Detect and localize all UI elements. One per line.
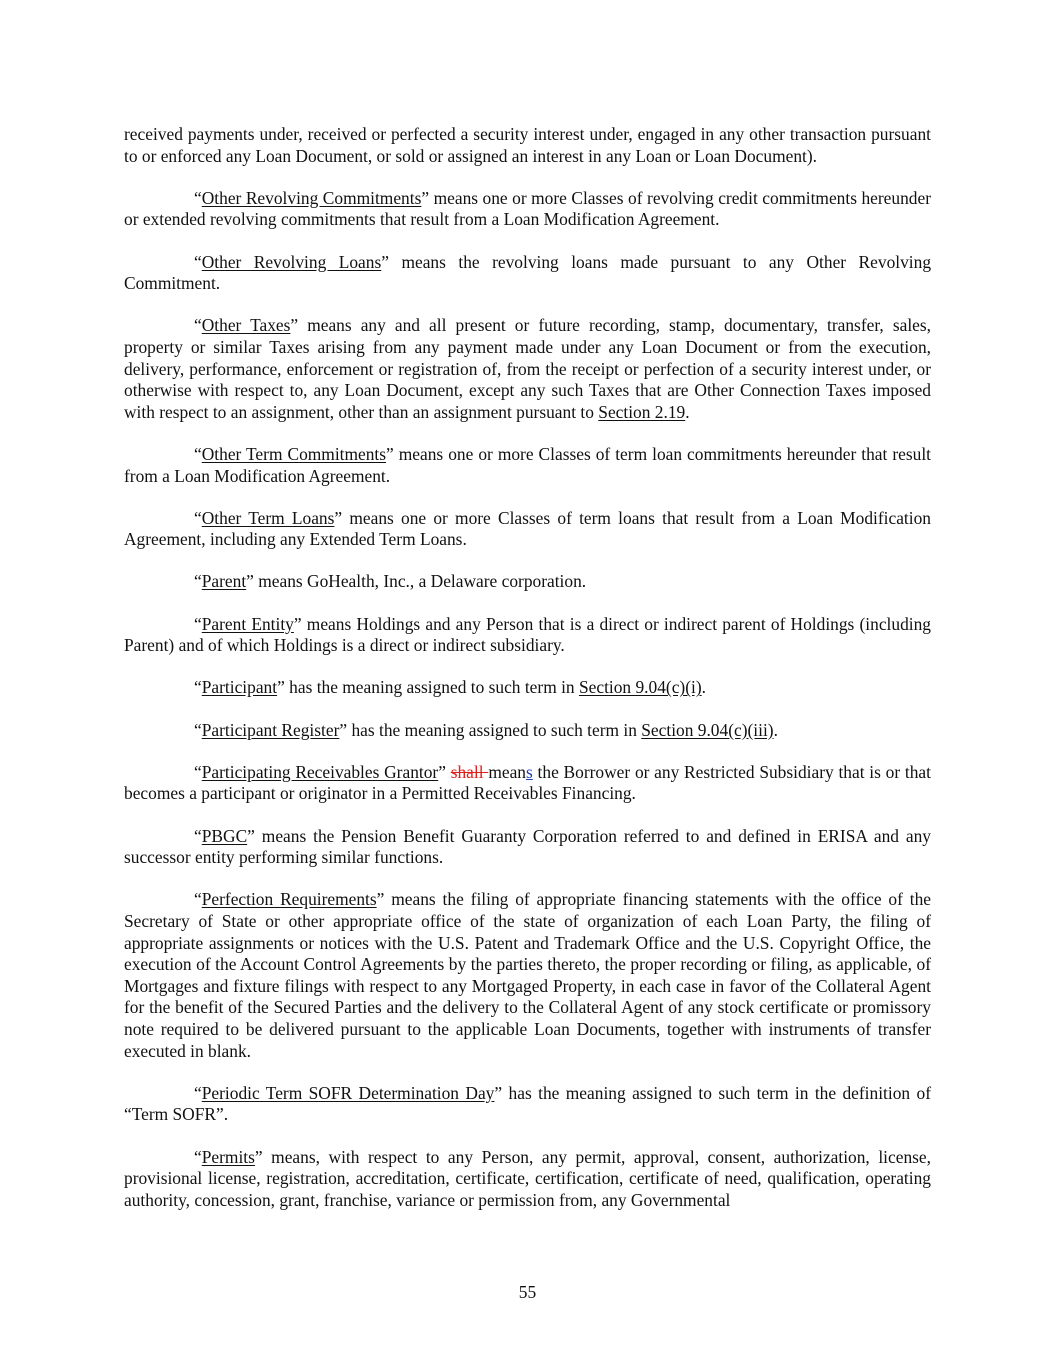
definition-other-term-loans [124, 508, 931, 551]
open-quote: “ [194, 719, 202, 740]
definition-other-revolving-loans [124, 252, 931, 295]
definition-parent-entity [124, 614, 931, 657]
close-quote: ” [376, 889, 385, 910]
close-quote: ” [421, 187, 430, 208]
open-quote: “ [194, 1082, 202, 1103]
close-quote: ” [494, 1082, 503, 1103]
definition-text: means GoHealth, Inc., a Delaware corporation. [253, 571, 587, 592]
close-quote: ” [339, 719, 348, 740]
open-quote: “ [194, 315, 202, 336]
definition-text: means any and all present or future recording, stamp, documentary, transfer, sales, property or similar Taxes arising from any payment made under any Loan Document or from the execution, delivery, performance, enforcement or registration of, from the receipt or perfection of a security interest under, or otherwise with respect to, any Loan Document, except any such Taxes that are Other Connection Taxes imposed with respect to an assignment, other than an assignment pursuant to [124, 315, 931, 422]
definition-participant [124, 677, 931, 699]
kept-text: mean [488, 761, 526, 782]
open-quote: “ [194, 677, 202, 698]
defined-term: Other Taxes [201, 315, 291, 336]
definition-parent [124, 571, 931, 593]
definition-participant-register [124, 720, 931, 742]
definition-text: means Holdings and any Person that is a direct or indirect parent of Holdings (including Parent) and of which Holdings is a direct or indirect subsidiary. [124, 613, 931, 656]
definition-other-term-commitments [124, 444, 931, 487]
defined-term: Permits [201, 1146, 255, 1167]
defined-term: Parent Entity [201, 613, 294, 634]
definition-text: the Borrower or any Restricted Subsidiary that is or that becomes a participant or originator in a Permitted Receivables Financing. [124, 761, 931, 804]
definition-end: . [701, 677, 706, 698]
defined-term: Participant Register [201, 719, 340, 740]
close-quote: ” [290, 315, 299, 336]
defined-term: Periodic Term SOFR Determination Day [201, 1082, 495, 1103]
defined-term: Other Term Loans [201, 507, 335, 528]
page-number: 55 [518, 1282, 537, 1302]
definition-text: means the Pension Benefit Guaranty Corporation referred to and defined in ERISA and any successor entity performing similar functions. [124, 825, 931, 868]
defined-term: Other Revolving Loans [201, 251, 382, 272]
definition-text: means one or more Classes of term loan commitments hereunder that result from a Loan Modification Agreement. [124, 443, 931, 486]
definition-other-taxes [124, 315, 931, 423]
close-quote: ” [293, 613, 302, 634]
close-quote: ” [246, 571, 254, 592]
definition-permits [124, 1147, 931, 1212]
close-quote: ” [247, 825, 255, 846]
open-quote: “ [194, 1146, 202, 1167]
open-quote: “ [194, 187, 202, 208]
definition-end: . [773, 719, 778, 740]
open-quote: “ [194, 251, 202, 272]
definition-text: has the meaning assigned to such term in [284, 677, 579, 698]
close-quote: ” [334, 507, 343, 528]
open-quote: “ [194, 761, 202, 782]
open-quote: “ [194, 825, 202, 846]
definition-text: has the meaning assigned to such term in the definition of “Term SOFR”. [124, 1082, 931, 1125]
document-page [124, 124, 931, 1232]
open-quote: “ [194, 613, 202, 634]
open-quote: “ [194, 507, 202, 528]
defined-term: Parent [201, 571, 247, 592]
definition-text: has the meaning assigned to such term in [347, 719, 642, 740]
definition-text: means the filing of appropriate financing statements with the office of the Secretary of State or other appropriate office of the state of organization of each Loan Party, the filing of appropriate assignments or notices with the U.S. Patent and Trademark Office and the U.S. Copyright Office, the execution of the Account Control Agreements by the parties thereto, the proper recording or filing, as applicable, of Mortgages and fixture filings with respect to any Mortgaged Property, in each case in favor of the Collateral Agent for the benefit of the Secured Parties and the delivery to the Collateral Agent of any stock certificate or promissory note required to be delivered pursuant to the applicable Loan Documents, together with instruments of transfer executed in blank. [124, 889, 931, 1061]
definition-text: means the revolving loans made pursuant to any Other Revolving Commitment. [124, 251, 932, 294]
definition-participating-receivables-grantor [124, 762, 931, 805]
close-quote: ” [438, 761, 446, 782]
inserted-text: s [526, 761, 533, 782]
definition-periodic-term-sofr-determination-day [124, 1083, 931, 1126]
definition-pbgc [124, 826, 931, 869]
close-quote: ” [386, 443, 394, 464]
defined-term: Participating Receivables Grantor [201, 761, 439, 782]
definition-text: means one or more Classes of revolving credit commitments hereunder or extended revolving commitments that result from a Loan Modification Agreement. [124, 187, 931, 230]
definition-other-revolving-commitments [124, 188, 931, 231]
close-quote: ” [254, 1146, 263, 1167]
close-quote: ” [277, 677, 285, 698]
section-reference: Section 2.19 [598, 401, 686, 422]
paragraph-continuation: received payments under, received or perfected a security interest under, engaged in any other transaction pursuant to or enforced any Loan Document, or sold or assigned an interest in any Loan or Loan Document). [124, 124, 931, 166]
open-quote: “ [194, 889, 202, 910]
defined-term: Other Term Commitments [201, 443, 387, 464]
section-reference: Section 9.04(c)(i) [578, 677, 702, 698]
defined-term: Other Revolving Commitments [201, 187, 422, 208]
close-quote: ” [381, 251, 389, 272]
deleted-text: shall [450, 761, 489, 782]
defined-term: Participant [201, 677, 278, 698]
defined-term: Perfection Requirements [201, 889, 377, 910]
defined-term: PBGC [201, 825, 248, 846]
definition-perfection-requirements [124, 889, 931, 1062]
open-quote: “ [194, 571, 202, 592]
definition-text: means one or more Classes of term loans that result from a Loan Modification Agreement, including any Extended Term Loans. [124, 507, 931, 550]
definition-end: . [685, 401, 690, 422]
definition-text: means, with respect to any Person, any permit, approval, consent, authorization, license, provisional license, registration, accreditation, certificate, certification, certificate of need, qualification, operating authority, concession, grant, franchise, variance or permission from, any Governmental [124, 1146, 931, 1210]
section-reference: Section 9.04(c)(iii) [641, 719, 774, 740]
open-quote: “ [194, 443, 202, 464]
